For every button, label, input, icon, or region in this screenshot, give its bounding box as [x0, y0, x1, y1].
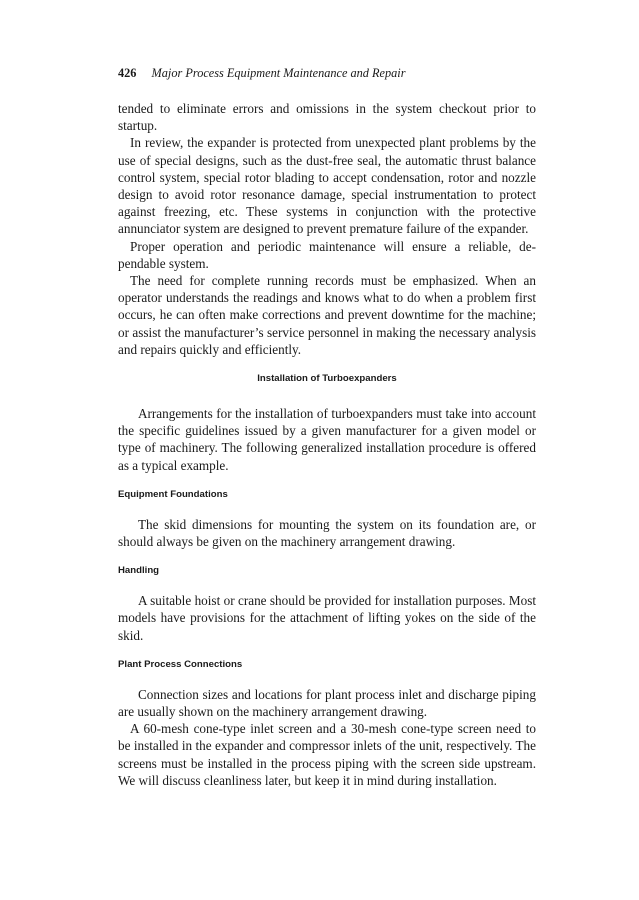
page-number: 426 — [118, 66, 137, 80]
paragraph-handling: A suitable hoist or crane should be provided for installation purposes. Most models have provisions for the attachment of lifting yokes on the side of the skid. — [118, 593, 536, 643]
book-page — [118, 64, 536, 789]
subheading-connections: Plant Process Connections — [118, 658, 243, 670]
running-title: Major Process Equipment Maintenance and Repair — [151, 66, 406, 80]
subheading-handling: Handling — [118, 565, 160, 577]
section-title: Installation of Turboexpanders — [257, 373, 397, 385]
paragraph-continued: tended to eliminate errors and omissions in the system checkout prior to startup. — [118, 101, 536, 134]
paragraph-foundations: The skid dimensions for mounting the system on its foundation are, or should always be given on the machinery arrangement drawing. — [118, 516, 536, 550]
running-header — [118, 64, 536, 82]
paragraph-connections-1: Connection sizes and locations for plant process inlet and discharge piping are usually shown on the machinery arrangement drawing. — [118, 686, 536, 720]
paragraph-connections-2: A 60-mesh cone-type inlet screen and a 30-mesh cone-type screen need to be installed in the expander and compressor inlets of the unit, respectively. The screens must be installed in the process piping with the screen side upstream. We will discuss cleanliness later, but keep it in mind during installation. — [118, 721, 536, 788]
paragraph-arrangements: Arrangements for the installation of turboexpanders must take into account the specific guidelines issued by a given manufacturer for a given model or type of machinery. The following generalized installation procedure is offered as a typical example. — [118, 406, 536, 473]
paragraph-records: The need for complete running records must be emphasized. When an operator understands the readings and knows what to do when a problem first occurs, he can often make corrections and prevent downtime for the machine; or assist the manufacturer’s service personnel in making the necessary analysis and repairs quickly and efficiently. — [118, 273, 536, 357]
paragraph-review: In review, the expander is protected from unexpected plant problems by the use of special designs, such as the dust-free seal, the automatic thrust balance control system, special rotor blading to accept condensation, rotor and nozzle design to avoid rotor resonance damage, special instrumentation to protect against freezing, etc. These systems in conjunction with the protective annunciator system are designed to prevent premature failure of the expander. — [118, 135, 536, 237]
subheading-foundations: Equipment Foundations — [118, 488, 228, 500]
paragraph-operation: Proper operation and periodic maintenance will ensure a reliable, dependable system. — [118, 238, 536, 271]
